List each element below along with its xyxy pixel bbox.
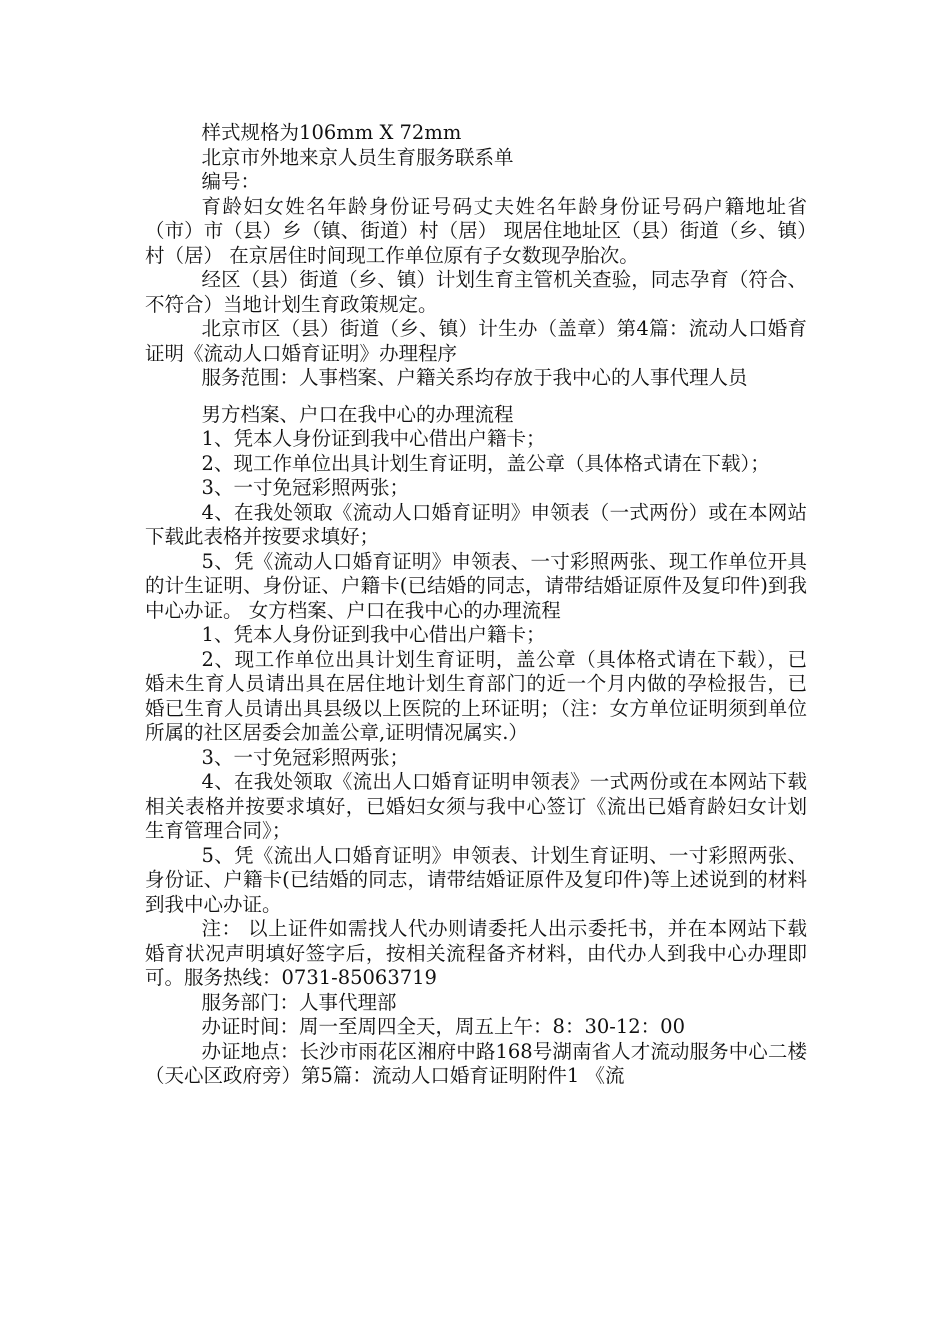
paragraph: 北京市外地来京人员生育服务联系单 xyxy=(201,145,514,169)
paragraph: 3、一寸免冠彩照两张； xyxy=(201,745,409,769)
paragraph: 5、凭《流出人口婚育证明》申领表、计划生育证明、一寸彩照两张、身份证、户籍卡(已结婚的同志，请带结婚证原件及复印件)等上述说到的材料到我中心办证。 xyxy=(145,843,807,916)
paragraph: 经区（县）街道（乡、镇）计划生育主管机关查验，同志孕育（符合、不符合）当地计划生育政策规定。 xyxy=(145,268,807,316)
paragraph: 5、凭《流动人口婚育证明》申领表、一寸彩照两张、现工作单位开具的计生证明、身份证、户籍卡(已结婚的同志，请带结婚证原件及复印件)到我中心办证。 女方档案、户口在我中心的办理流程 xyxy=(145,549,807,622)
paragraph: 3、一寸免冠彩照两张； xyxy=(201,476,409,499)
paragraph: 编号： xyxy=(201,170,261,193)
paragraph: 样式规格为106mm X 72mm xyxy=(201,121,462,144)
paragraph: 服务范围：人事档案、户籍关系均存放于我中心的人事代理人员 xyxy=(201,366,748,389)
paragraph: 育龄妇女姓名年龄身份证号码丈夫姓名年龄身份证号码户籍地址省（市）市（县）乡（镇、街道）村（居） 现居住地址区（县）街道（乡、镇）村（居） 在京居住时间现工作单位原有子女数现孕胎次。 xyxy=(145,194,807,267)
paragraph: 4、在我处领取《流出人口婚育证明申领表》一式两份或在本网站下载相关表格并按要求填好，已婚妇女须与我中心签订《流出已婚育龄妇女计划生育管理合同》； xyxy=(145,770,807,842)
paragraph: 办证地点：长沙市雨花区湘府中路168号湖南省人才流动服务中心二楼（天心区政府旁）第5篇：流动人口婚育证明附件1 《流 xyxy=(145,1039,807,1087)
paragraph: 2、现工作单位出具计划生育证明，盖公章（具体格式请在下载），已婚未生育人员请出具在居住地计划生育部门的近一个月内做的孕检报告，已婚已生育人员请出具县级以上医院的上环证明；（注：女方单位证明须到单位所属的社区居委会加盖公章,证明情况属实.） xyxy=(145,647,807,744)
paragraph: 2、现工作单位出具计划生育证明，盖公章（具体格式请在下载）； xyxy=(201,451,770,475)
paragraph: 办证时间：周一至周四全天，周五上午：8：30-12：00 xyxy=(201,1015,685,1038)
paragraph: 服务部门：人事代理部 xyxy=(201,990,397,1014)
paragraph: 注： 以上证件如需找人代办则请委托人出示委托书，并在本网站下载婚育状况声明填好签字后，按相关流程备齐材料，由代办人到我中心办理即可。服务热线：0731-85063719 xyxy=(145,917,807,989)
paragraph: 4、在我处领取《流动人口婚育证明》申领表（一式两份）或在本网站下载此表格并按要求填好； xyxy=(145,500,807,548)
paragraph: 1、凭本人身份证到我中心借出户籍卡； xyxy=(201,623,546,646)
paragraph: 男方档案、户口在我中心的办理流程 xyxy=(201,402,514,426)
paragraph: 1、凭本人身份证到我中心借出户籍卡； xyxy=(201,427,546,450)
document-body xyxy=(145,121,807,1089)
paragraph: 北京市区（县）街道（乡、镇）计生办（盖章）第4篇：流动人口婚育证明《流动人口婚育证明》办理程序 xyxy=(145,317,807,365)
